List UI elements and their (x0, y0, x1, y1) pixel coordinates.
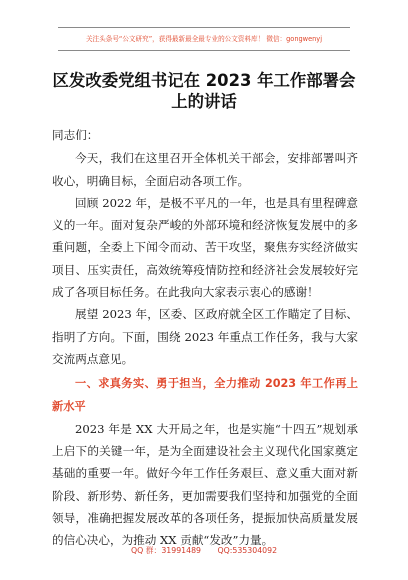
footer-qq: QQ:535304092 (217, 546, 278, 555)
section-heading: 一、求真务实、勇于担当，全力推动 2023 年工作再上新水平 (52, 377, 358, 413)
paragraph-3: 展望 2023 年，区委、区政府就全区工作瞄定了目标、指明了方向。下面，围绕 2023 年重点工作任务，我与大家交流两点意见。 (52, 307, 358, 366)
paragraph-1: 今天，我们在这里召开全体机关干部会，安排部署叫齐收心，明确目标，全面启动各项工作。 (52, 151, 358, 188)
title-line-1: 区发改委党组书记在 2023 年工作部署会 (52, 71, 356, 90)
title-line-2: 上的讲话 (171, 92, 237, 111)
document-body (52, 124, 358, 552)
footer-qq-group: QQ 群：31991489 (130, 546, 201, 555)
greeting: 同志们： (52, 128, 99, 142)
document-title (30, 70, 378, 112)
header-banner: 关注头条号“公文研究”，获得最新最全最专业的公文资料库！ 微信：gongwenyj (58, 27, 350, 51)
paragraph-2: 回顾 2022 年，是极不平凡的一年，也是具有里程碑意义的一年。面对复杂严峻的外部环境和经济恢复发展中的多重问题，全委上下闻令而动、苦干攻坚，聚焦夯实经济做实项目、压实责任，高效统筹疫情防控和经济社会发展较好完成了各项目标任务。在此我向大家表示衷心的感谢！ (52, 195, 358, 300)
paragraph-4: 2023 年是 XX 大开局之年，也是实施“十四五”规划承上启下的关键一年，是为全面建设社会主义现代化国家奠定基础的重要一年。做好今年工作任务艰巨、意义重大面对新阶段、新形势、新任务，更加需要我们坚持和加强党的全面领导，准确把握发展改革的各项任务，提振加快高质量发展的信心决心，为推动 XX 贡献“发改”力量。 (52, 421, 358, 548)
footer (0, 545, 408, 556)
